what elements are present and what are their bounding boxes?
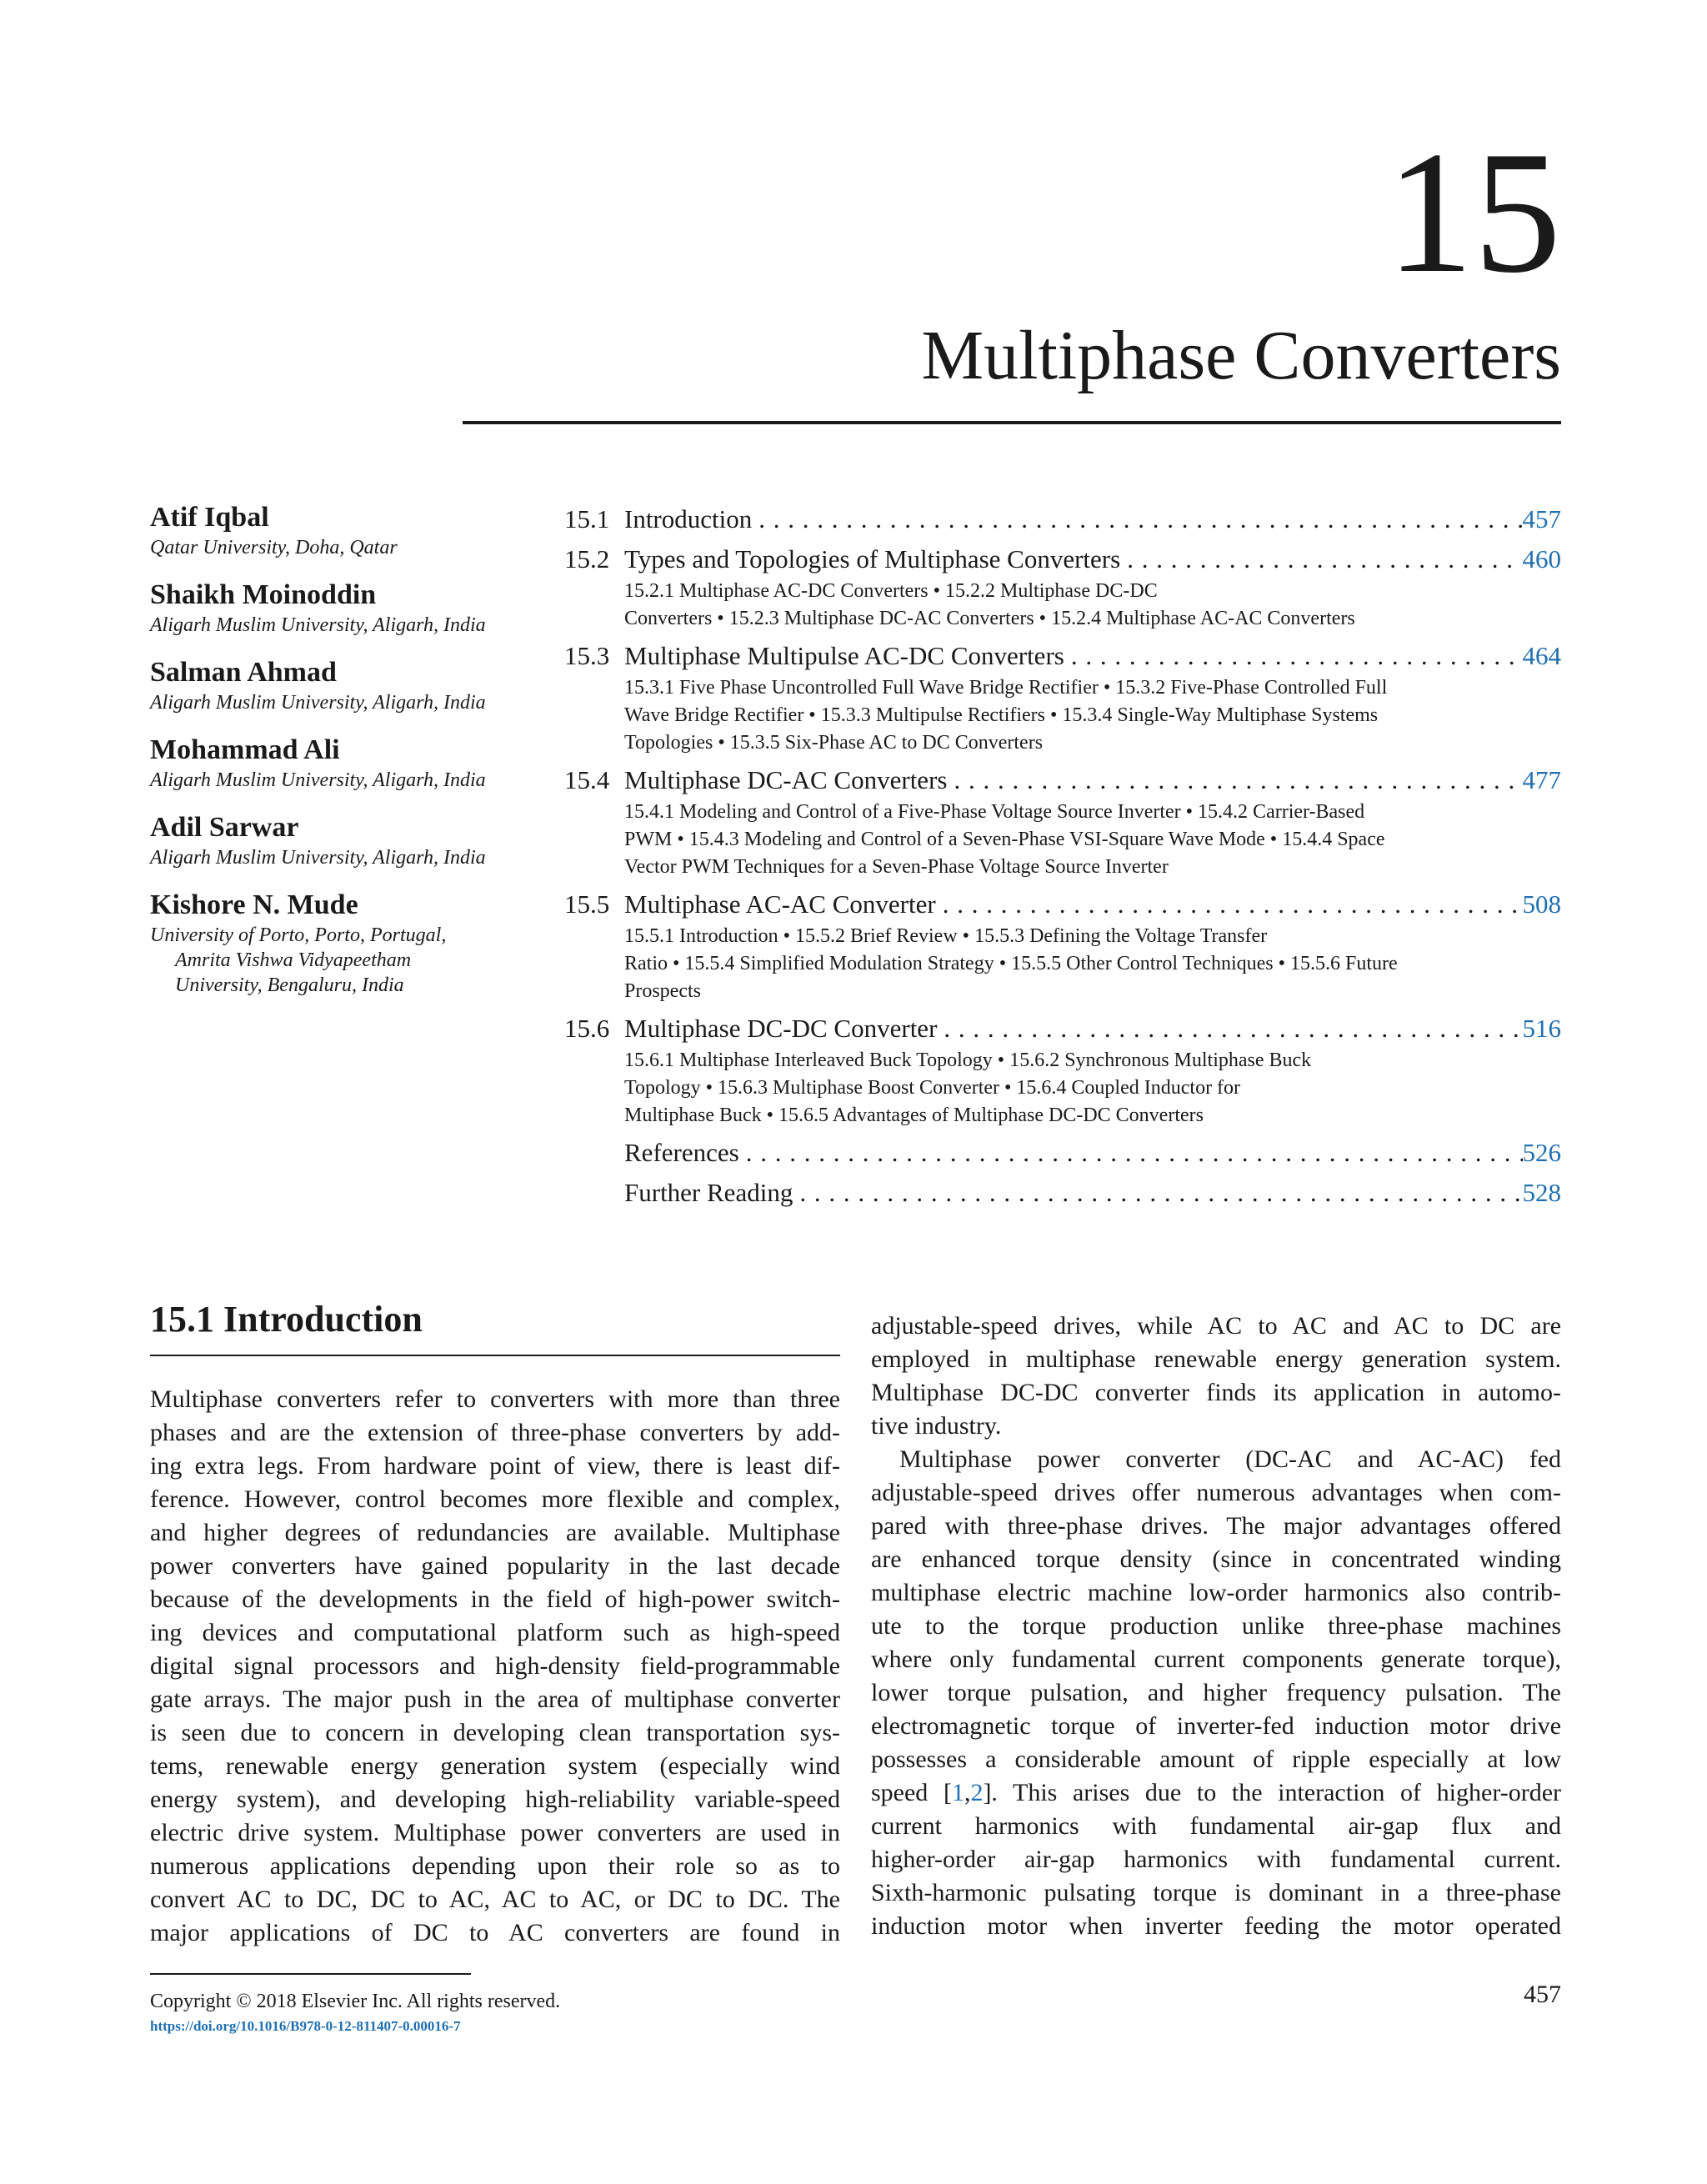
toc-subsections bbox=[624, 923, 1561, 1005]
toc-dot-leader bbox=[752, 503, 1522, 536]
toc-page-link[interactable]: 457 bbox=[1522, 504, 1561, 533]
text-line: multiphase electric machine low-order harmonics also contrib- bbox=[871, 1579, 1561, 1606]
text-line: Sixth-harmonic pulsating torque is dominant in a three-phase bbox=[871, 1879, 1561, 1906]
toc-entry[interactable] bbox=[564, 1012, 1561, 1130]
author-name: Kishore N. Mude bbox=[150, 889, 358, 920]
toc-row[interactable] bbox=[564, 1012, 1561, 1045]
affiliation-line: Qatar University, Doha, Qatar bbox=[150, 537, 398, 559]
toc-section-number: 15.1 bbox=[564, 504, 610, 533]
toc-entry[interactable] bbox=[564, 639, 1561, 757]
toc-row[interactable] bbox=[564, 1176, 1561, 1210]
toc-dot-leader bbox=[793, 1176, 1522, 1210]
toc-page-link[interactable]: 460 bbox=[1522, 544, 1561, 574]
page-number: 457 bbox=[1524, 1981, 1561, 2008]
body-paragraph bbox=[871, 1443, 1561, 1943]
toc-subsection-line: 15.2.1 Multiphase AC-DC Converters • 15.2.2 Multiphase DC-DC bbox=[624, 580, 1158, 602]
toc-entry[interactable] bbox=[564, 764, 1561, 881]
toc-page-link[interactable]: 516 bbox=[1522, 1014, 1561, 1043]
author-name: Atif Iqbal bbox=[150, 502, 269, 533]
toc-subsection-line: Prospects bbox=[624, 980, 701, 1002]
toc-subsections bbox=[624, 578, 1561, 633]
toc-entry[interactable] bbox=[564, 1176, 1561, 1210]
intro-paragraph bbox=[150, 1383, 840, 1950]
text-line: digital signal processors and high-density field-programmable bbox=[150, 1652, 840, 1680]
author-affiliation bbox=[150, 845, 550, 870]
affiliation-line: Aligarh Muslim University, Aligarh, India bbox=[150, 614, 486, 636]
author-affiliation bbox=[150, 923, 550, 998]
toc-section-number: 15.5 bbox=[564, 889, 610, 919]
toc-section-title[interactable]: Further Reading bbox=[624, 1178, 793, 1207]
text-line: Multiphase converters refer to converters with more than three bbox=[150, 1385, 840, 1413]
text-line: and higher degrees of redundancies are available. Multiphase bbox=[150, 1519, 840, 1546]
text-line: are enhanced torque density (since in concentrated winding bbox=[871, 1545, 1561, 1573]
toc-subsection-line: Multiphase Buck • 15.6.5 Advantages of Multiphase DC-DC Converters bbox=[624, 1105, 1204, 1126]
text-line: phases and are the extension of three-phase converters by add- bbox=[150, 1419, 840, 1446]
toc-subsection-line: Vector PWM Techniques for a Seven-Phase Voltage Source Inverter bbox=[624, 856, 1169, 878]
toc-row[interactable] bbox=[564, 1136, 1561, 1170]
toc-subsections bbox=[624, 1047, 1561, 1130]
copyright-notice: Copyright © 2018 Elsevier Inc. All rights reserved. bbox=[150, 1991, 561, 2012]
text-line: electromagnetic torque of inverter-fed induction motor drive bbox=[871, 1712, 1561, 1740]
toc-subsection-line: 15.5.1 Introduction • 15.5.2 Brief Review • 15.5.3 Defining the Voltage Transfer bbox=[624, 925, 1268, 947]
text-line: ing extra legs. From hardware point of view, there is least dif- bbox=[150, 1452, 840, 1480]
text-line: numerous applications depending upon their role so as to bbox=[150, 1852, 840, 1880]
toc-dot-leader bbox=[1120, 543, 1522, 576]
text-line: major applications of DC to AC converters are found in bbox=[150, 1919, 840, 1946]
author-name: Adil Sarwar bbox=[150, 812, 299, 843]
toc-dot-leader bbox=[936, 888, 1523, 921]
toc-subsection-line: Wave Bridge Rectifier • 15.3.3 Multipulse Rectifiers • 15.3.4 Single-Way Multiphase Systems bbox=[624, 704, 1379, 726]
toc-section-title[interactable]: Multiphase AC-AC Converter bbox=[624, 889, 936, 919]
author-block bbox=[150, 888, 550, 998]
text-line: adjustable-speed drives, while AC to AC and AC to DC are bbox=[871, 1312, 1561, 1340]
title-divider bbox=[463, 421, 1561, 424]
text-line: current harmonics with fundamental air-gap flux and bbox=[871, 1812, 1561, 1840]
toc-section-title[interactable]: Multiphase DC-AC Converters bbox=[624, 765, 948, 794]
text-line: possesses a considerable amount of ripple especially at low bbox=[871, 1746, 1561, 1773]
toc-row[interactable] bbox=[564, 543, 1561, 576]
author-affiliation bbox=[150, 613, 550, 638]
left-column bbox=[150, 1296, 840, 1950]
author-affiliation bbox=[150, 535, 550, 560]
toc-row[interactable] bbox=[564, 888, 1561, 921]
toc-dot-leader bbox=[937, 1012, 1522, 1045]
citation-link[interactable]: 1 bbox=[951, 1779, 964, 1806]
text-line: lower torque pulsation, and higher frequency pulsation. The bbox=[871, 1679, 1561, 1706]
text-line: employed in multiphase renewable energy generation system. bbox=[871, 1345, 1561, 1373]
toc-page-link[interactable]: 464 bbox=[1522, 641, 1561, 670]
citation-separator: , bbox=[964, 1779, 971, 1806]
doi-link[interactable]: https://doi.org/10.1016/B978-0-12-811407-0.00016-7 bbox=[150, 2018, 461, 2034]
footnote-divider bbox=[150, 1973, 471, 1975]
toc-section-number: 15.4 bbox=[564, 765, 610, 794]
text-line: gate arrays. The major push in the area of multiphase converter bbox=[150, 1686, 840, 1713]
toc-subsection-line: PWM • 15.4.3 Modeling and Control of a Seven-Phase VSI-Square Wave Mode • 15.4.4 Space bbox=[624, 829, 1385, 850]
toc-section-number: 15.3 bbox=[564, 641, 610, 670]
author-name: Shaikh Moinoddin bbox=[150, 579, 377, 610]
text-line: ing devices and computational platform such as high-speed bbox=[150, 1619, 840, 1646]
toc-row[interactable] bbox=[564, 639, 1561, 673]
toc-subsection-line: Topologies • 15.3.5 Six-Phase AC to DC Converters bbox=[624, 732, 1044, 754]
text-line: Multiphase power converter (DC-AC and AC-AC) fed bbox=[899, 1445, 1561, 1473]
citation-text: speed [ bbox=[871, 1779, 952, 1806]
toc-section-title[interactable]: Introduction bbox=[624, 504, 753, 533]
author-affiliation bbox=[150, 690, 550, 715]
text-line: tems, renewable energy generation system (especially wind bbox=[150, 1752, 840, 1780]
chapter-number: 15 bbox=[1386, 116, 1561, 309]
text-line: ute to the torque production unlike three-phase machines bbox=[871, 1612, 1561, 1640]
right-column bbox=[871, 1310, 1561, 1943]
toc-row[interactable] bbox=[564, 764, 1561, 797]
toc-section-number: 15.6 bbox=[564, 1014, 610, 1043]
section-heading: 15.1 Introduction bbox=[150, 1296, 840, 1356]
toc-section-title[interactable]: Types and Topologies of Multiphase Converters bbox=[624, 544, 1121, 574]
affiliation-line: Aligarh Muslim University, Aligarh, India bbox=[150, 769, 486, 791]
toc-entry[interactable] bbox=[564, 543, 1561, 633]
text-line: energy system), and developing high-reliability variable-speed bbox=[150, 1786, 840, 1813]
text-line: because of the developments in the field of high-power switch- bbox=[150, 1585, 840, 1613]
text-line: Multiphase DC-DC converter finds its application in automo- bbox=[871, 1379, 1561, 1406]
affiliation-line: Aligarh Muslim University, Aligarh, India bbox=[150, 692, 486, 714]
author-affiliation bbox=[150, 768, 550, 793]
text-line: electric drive system. Multiphase power converters are used in bbox=[150, 1819, 840, 1846]
toc-page-link[interactable]: 477 bbox=[1522, 765, 1561, 794]
toc-subsection-line: 15.3.1 Five Phase Uncontrolled Full Wave Bridge Rectifier • 15.3.2 Five-Phase Controlled Full bbox=[624, 677, 1388, 699]
author-block bbox=[150, 655, 550, 715]
toc-dot-leader bbox=[1064, 639, 1523, 673]
toc-subsection-line: Ratio • 15.5.4 Simplified Modulation Strategy • 15.5.5 Other Control Techniques • 15.5.6 Future bbox=[624, 953, 1398, 974]
text-line: induction motor when inverter feeding the motor operated bbox=[871, 1912, 1561, 1940]
text-line: power converters have gained popularity in the last decade bbox=[150, 1552, 840, 1580]
author-block bbox=[150, 810, 550, 870]
text-line: is seen due to concern in developing clean transportation sys- bbox=[150, 1719, 840, 1746]
affiliation-line: University, Bengaluru, India bbox=[175, 974, 404, 996]
table-of-contents bbox=[564, 503, 1561, 1216]
toc-subsection-line: Topology • 15.6.3 Multiphase Boost Converter • 15.6.4 Coupled Inductor for bbox=[624, 1077, 1241, 1099]
toc-subsection-line: 15.6.1 Multiphase Interleaved Buck Topology • 15.6.2 Synchronous Multiphase Buck bbox=[624, 1049, 1312, 1071]
text-line: higher-order air-gap harmonics with fundamental current. bbox=[871, 1846, 1561, 1873]
text-line: adjustable-speed drives offer numerous advantages when com- bbox=[871, 1479, 1561, 1506]
toc-page-link[interactable]: 526 bbox=[1522, 1138, 1561, 1167]
toc-section-title[interactable]: Multiphase DC-DC Converter bbox=[624, 1014, 938, 1043]
toc-subsection-line: 15.4.1 Modeling and Control of a Five-Phase Voltage Source Inverter • 15.4.2 Carrier-Based bbox=[624, 801, 1365, 823]
toc-row[interactable] bbox=[564, 503, 1561, 536]
toc-page-link[interactable]: 528 bbox=[1522, 1178, 1561, 1207]
chapter-title: Multiphase Converters bbox=[921, 317, 1561, 394]
author-name: Salman Ahmad bbox=[150, 657, 337, 688]
text-line: ference. However, control becomes more flexible and complex, bbox=[150, 1485, 840, 1513]
citation-link[interactable]: 2 bbox=[970, 1779, 984, 1806]
text-line: pared with three-phase drives. The major advantages offered bbox=[871, 1512, 1561, 1540]
toc-page-link[interactable]: 508 bbox=[1522, 889, 1561, 919]
toc-subsection-line: Converters • 15.2.3 Multiphase DC-AC Converters • 15.2.4 Multiphase AC-AC Converters bbox=[624, 608, 1355, 629]
body-paragraph bbox=[871, 1310, 1561, 1443]
text-line-with-citation bbox=[871, 1776, 1561, 1810]
author-block bbox=[150, 500, 550, 560]
text-line: convert AC to DC, DC to AC, AC to AC, or DC to DC. The bbox=[150, 1886, 840, 1913]
affiliation-line: University of Porto, Porto, Portugal, bbox=[150, 924, 447, 946]
text-line: tive industry. bbox=[871, 1412, 1002, 1440]
toc-entry[interactable] bbox=[564, 888, 1561, 1005]
toc-section-title[interactable]: Multiphase Multipulse AC-DC Converters bbox=[624, 641, 1064, 670]
affiliation-line: Aligarh Muslim University, Aligarh, India bbox=[150, 847, 486, 869]
text-line: where only fundamental current components generate torque), bbox=[871, 1646, 1561, 1673]
toc-section-title[interactable]: References bbox=[624, 1138, 739, 1167]
author-block bbox=[150, 733, 550, 793]
author-list bbox=[150, 500, 550, 1015]
author-block bbox=[150, 578, 550, 638]
toc-subsections bbox=[624, 674, 1561, 757]
toc-subsections bbox=[624, 799, 1561, 881]
toc-entry[interactable] bbox=[564, 503, 1561, 536]
toc-dot-leader bbox=[947, 764, 1522, 797]
toc-dot-leader bbox=[739, 1136, 1523, 1170]
author-name: Mohammad Ali bbox=[150, 734, 340, 765]
toc-entry[interactable] bbox=[564, 1136, 1561, 1170]
affiliation-line: Amrita Vishwa Vidyapeetham bbox=[175, 949, 412, 971]
toc-section-number: 15.2 bbox=[564, 544, 610, 574]
citation-text: ]. This arises due to the interaction of higher-order bbox=[983, 1779, 1562, 1806]
